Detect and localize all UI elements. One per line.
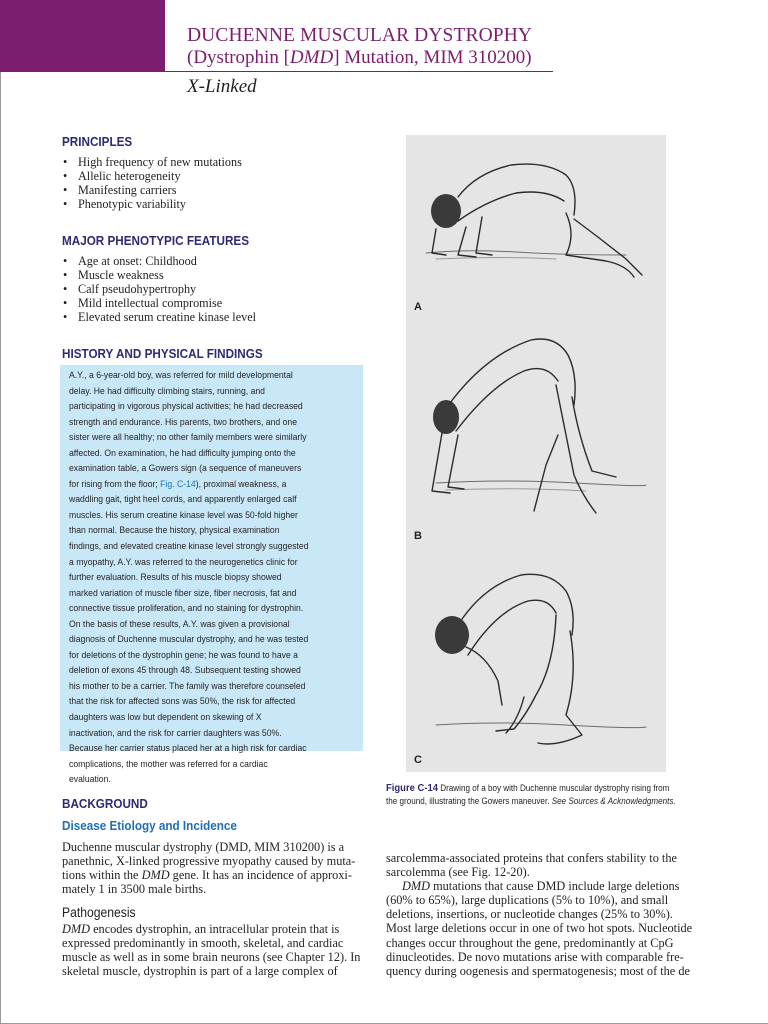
- case-line: his mother to be a carrier. The family was therefore counseled: [69, 680, 306, 692]
- case-line: marked variation of muscle fiber size, fiber necrosis, fat and: [69, 587, 297, 599]
- list-item: • Muscle weakness: [62, 268, 256, 282]
- ground-line: [436, 723, 646, 728]
- case-line: muscles. His serum creatine kinase level was 50-fold higher: [69, 509, 298, 521]
- principles-heading: PRINCIPLES: [62, 134, 133, 149]
- case-line: than normal. Because the history, physical examination: [69, 525, 280, 537]
- list-item: • Calf pseudohypertrophy: [62, 282, 256, 296]
- case-line: strength and endurance. His parents, two brothers, and one: [69, 416, 297, 428]
- caption-line: the ground, illustrating the Gowers maneuver. See Sources & Acknowledgments.: [386, 795, 676, 806]
- gowers-drawing: [406, 135, 666, 772]
- case-line: diagnosis of Duchenne muscular dystrophy, and he was tested: [69, 634, 309, 646]
- case-line: A.Y., a 6-year-old boy, was referred for mild developmental: [69, 370, 293, 381]
- case-line: for deletions of the dystrophin gene; he was found to have a: [69, 649, 298, 661]
- background-heading: BACKGROUND: [62, 796, 148, 811]
- page-title: DUCHENNE MUSCULAR DYSTROPHY: [187, 25, 533, 46]
- list-item: • Allelic heterogeneity: [62, 169, 242, 183]
- figure-a-crawling: [431, 164, 642, 277]
- case-line: delay. He had difficulty climbing stairs, running, and: [69, 385, 265, 397]
- ground-line: [436, 258, 556, 260]
- case-line: participating in vigorous physical activities; he had decreased: [69, 401, 303, 413]
- list-item: • Elevated serum creatine kinase level: [62, 310, 256, 324]
- principles-list: [62, 155, 242, 211]
- figure-b-bridging: [432, 339, 616, 513]
- ground-line: [426, 251, 626, 255]
- right-column-paragraph: sarcolemma-associated proteins that confers stability to the sarcolemma (see Fig. 12-20). DMD mutations that cause DMD include large deletions (60% to 65%), large duplications (5% to 10%), and small deletions, insertions, or nucleotide changes (25% to 30%). Most large deletions occur in one of two hot spots. Nucleotide changes occur throughout the gene, predominantly at CpG dinucleotides. De novo mutations arise with comparable fre- quency during oogenesis and spermatogenesis; most of the de: [386, 851, 693, 978]
- figure-xref-link[interactable]: Fig. C-14: [160, 478, 196, 490]
- ground-line: [446, 489, 586, 491]
- figure-caption: [386, 782, 706, 807]
- case-line: a myopathy, A.Y. was referred to the neurogenetics clinic for: [69, 556, 298, 568]
- case-line: daughters was low but dependent on skewing of X: [69, 712, 262, 724]
- list-item: • Age at onset: Childhood: [62, 254, 256, 268]
- list-item: • Phenotypic variability: [62, 197, 242, 211]
- case-line: for rising from the floor; Fig. C-14), proximal weakness, a: [69, 478, 287, 490]
- case-line: On the basis of these results, A.Y. was given a provisional: [69, 618, 290, 630]
- case-line: sister were all healthy; no other family members were similarly: [69, 432, 307, 444]
- case-line: deletion of exons 45 through 48. Subsequent testing showed: [69, 665, 301, 677]
- pathogenesis-heading: Pathogenesis: [62, 905, 136, 920]
- panel-label-a: A: [414, 301, 422, 313]
- case-line: examination table, a Gowers sign (a sequence of maneuvers: [69, 463, 302, 475]
- figure-label: Figure C-14: [386, 782, 438, 794]
- case-line: waddling gait, tight heel cords, and apparently enlarged calf: [69, 494, 297, 506]
- case-line: that the risk for affected sons was 50%, the risk for affected: [69, 696, 296, 708]
- case-line: complications, the mother was referred for a cardiac: [69, 758, 268, 770]
- list-item: • High frequency of new mutations: [62, 155, 242, 169]
- case-line: findings, and elevated creatine kinase level strongly suggested: [69, 541, 309, 553]
- header-color-block: [0, 0, 165, 72]
- case-line: connective tissue proliferation, and no staining for dystrophin.: [69, 603, 304, 615]
- case-line: evaluation.: [69, 774, 111, 786]
- history-heading: HISTORY AND PHYSICAL FINDINGS: [62, 346, 263, 361]
- phenotypic-list: [62, 254, 256, 324]
- etiology-heading: Disease Etiology and Incidence: [62, 818, 237, 833]
- case-text: [69, 368, 361, 788]
- phenotypic-heading: MAJOR PHENOTYPIC FEATURES: [62, 233, 250, 248]
- case-line: Because her carrier status placed her at a high risk for cardiac: [69, 743, 307, 755]
- header-rule: [165, 71, 553, 72]
- etiology-paragraph: Duchenne muscular dystrophy (DMD, MIM 310200) is a panethnic, X-linked progressive myopathy caused by muta- tions within the DMD gene. It has an incidence of approxi- mately 1 in 3500 male births.: [62, 840, 356, 897]
- list-item: • Mild intellectual compromise: [62, 296, 256, 310]
- panel-label-b: B: [414, 530, 422, 542]
- case-line: further evaluation. Results of his muscle biopsy showed: [69, 572, 282, 584]
- case-line: inactivation, and the risk for carrier daughters was 50%.: [69, 727, 282, 739]
- gowers-figure: [406, 135, 666, 772]
- pathogenesis-paragraph: DMD encodes dystrophin, an intracellular protein that is expressed predominantly in smooth, skeletal, and cardiac muscle as well as in some brain neurons (see Chapter 12). In skeletal muscle, dystrophin is part of a large complex of: [62, 922, 361, 979]
- case-line: affected. On examination, he had difficulty jumping onto the: [69, 447, 296, 459]
- page-left-border: [0, 0, 1, 1024]
- caption-line: Figure C-14 Drawing of a boy with Duchenne muscular dystrophy rising from: [386, 782, 670, 794]
- inheritance-label: X-Linked: [187, 76, 257, 97]
- list-item: • Manifesting carriers: [62, 183, 242, 197]
- panel-label-c: C: [414, 754, 422, 766]
- figure-c-climbing: [435, 574, 582, 744]
- page-subtitle: (Dystrophin [DMD] Mutation, MIM 310200): [187, 47, 532, 68]
